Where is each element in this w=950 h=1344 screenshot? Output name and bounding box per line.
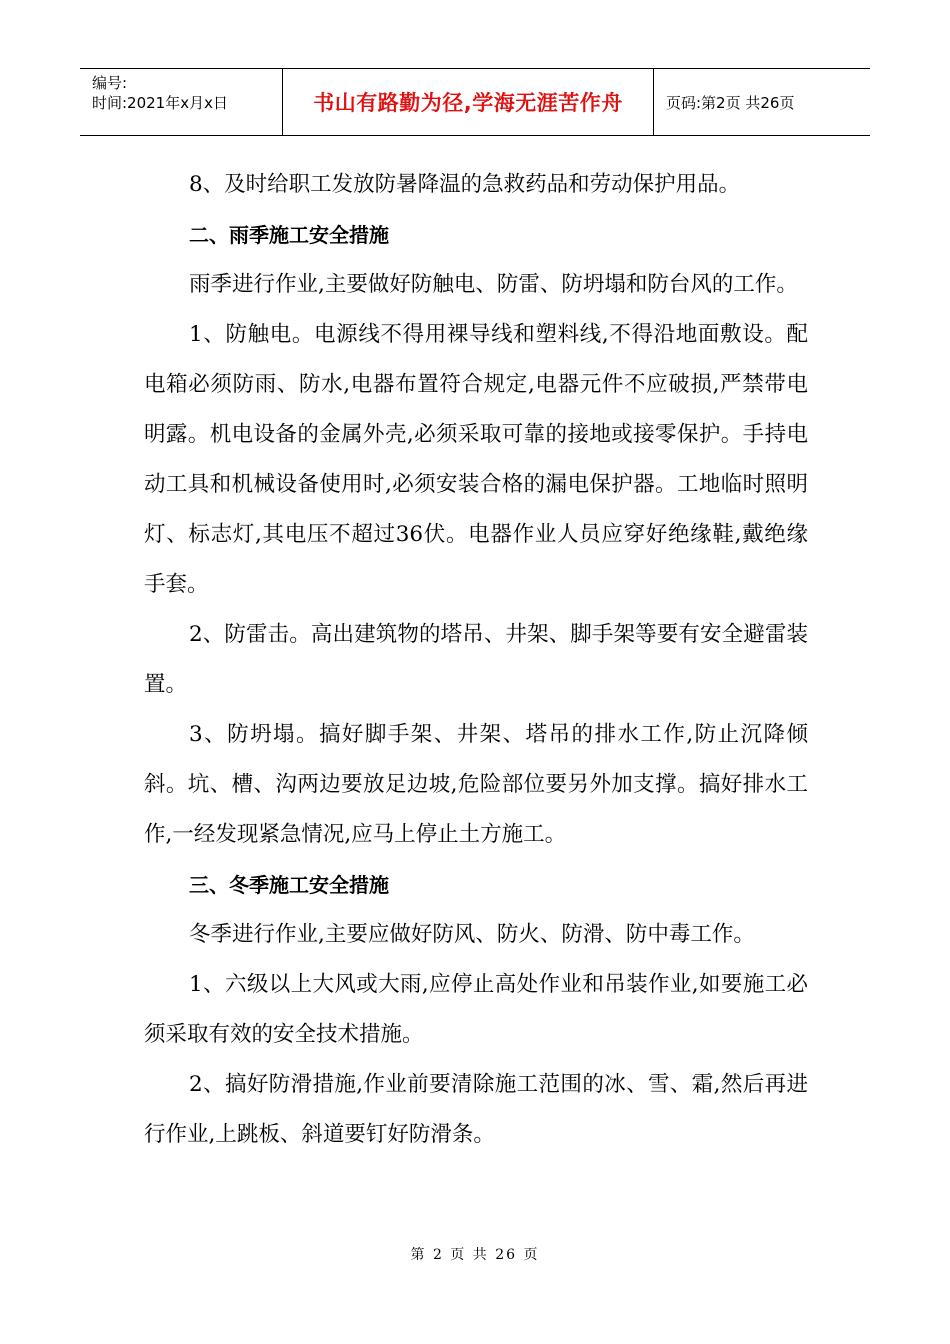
page-footer xyxy=(0,1244,950,1264)
paragraph: 2、搞好防滑措施,作业前要清除施工范围的冰、雪、霜,然后再进行作业,上跳板、斜道要钉好防滑条。 xyxy=(144,1072,808,1147)
header-page-cell xyxy=(654,69,870,135)
header-meta-cell xyxy=(80,69,282,135)
section-heading: 三、冬季施工安全措施 xyxy=(189,873,389,897)
number-label: 编号: xyxy=(92,74,128,92)
paragraph: 2、防雷击。高出建筑物的塔吊、井架、脚手架等要有安全避雷装置。 xyxy=(144,622,808,697)
section-heading: 二、雨季施工安全措施 xyxy=(189,223,389,247)
footer-page-number: 第 2 页 共 26 页 xyxy=(410,1247,540,1263)
paragraph: 冬季进行作业,主要应做好防风、防火、防滑、防中毒工作。 xyxy=(189,922,755,947)
paragraph: 1、六级以上大风或大雨,应停止高处作业和吊装作业,如要施工必须采取有效的安全技术措施。 xyxy=(144,972,808,1047)
document-header xyxy=(80,68,870,136)
time-label: 时间:2021年x月x日 xyxy=(92,94,228,112)
paragraph: 8、及时给职工发放防暑降温的急救药品和劳动保护用品。 xyxy=(189,172,741,197)
header-motto-cell xyxy=(282,69,654,135)
paragraph: 3、防坍塌。搞好脚手架、井架、塔吊的排水工作,防止沉降倾斜。坑、槽、沟两边要放足边坡,危险部位要另外加支撑。搞好排水工作,一经发现紧急情况,应马上停止土方施工。 xyxy=(144,722,808,847)
page-info: 页码:第2页 共26页 xyxy=(666,93,795,112)
paragraph: 雨季进行作业,主要做好防触电、防雷、防坍塌和防台风的工作。 xyxy=(189,272,798,297)
paragraph: 1、防触电。电源线不得用裸导线和塑料线,不得沿地面敷设。配电箱必须防雨、防水,电器布置符合规定,电器元件不应破损,严禁带电明露。机电设备的金属外壳,必须采取可靠的接地或接零保护。手持电动工具和机械设备使用时,必须安装合格的漏电保护器。工地临时照明灯、标志灯,其电压不超过36伏。电器作业人员应穿好绝缘鞋,戴绝缘手套。 xyxy=(144,322,808,597)
motto-text: 书山有路勤为径,学海无涯苦作舟 xyxy=(313,91,623,115)
document-body xyxy=(144,160,808,1160)
